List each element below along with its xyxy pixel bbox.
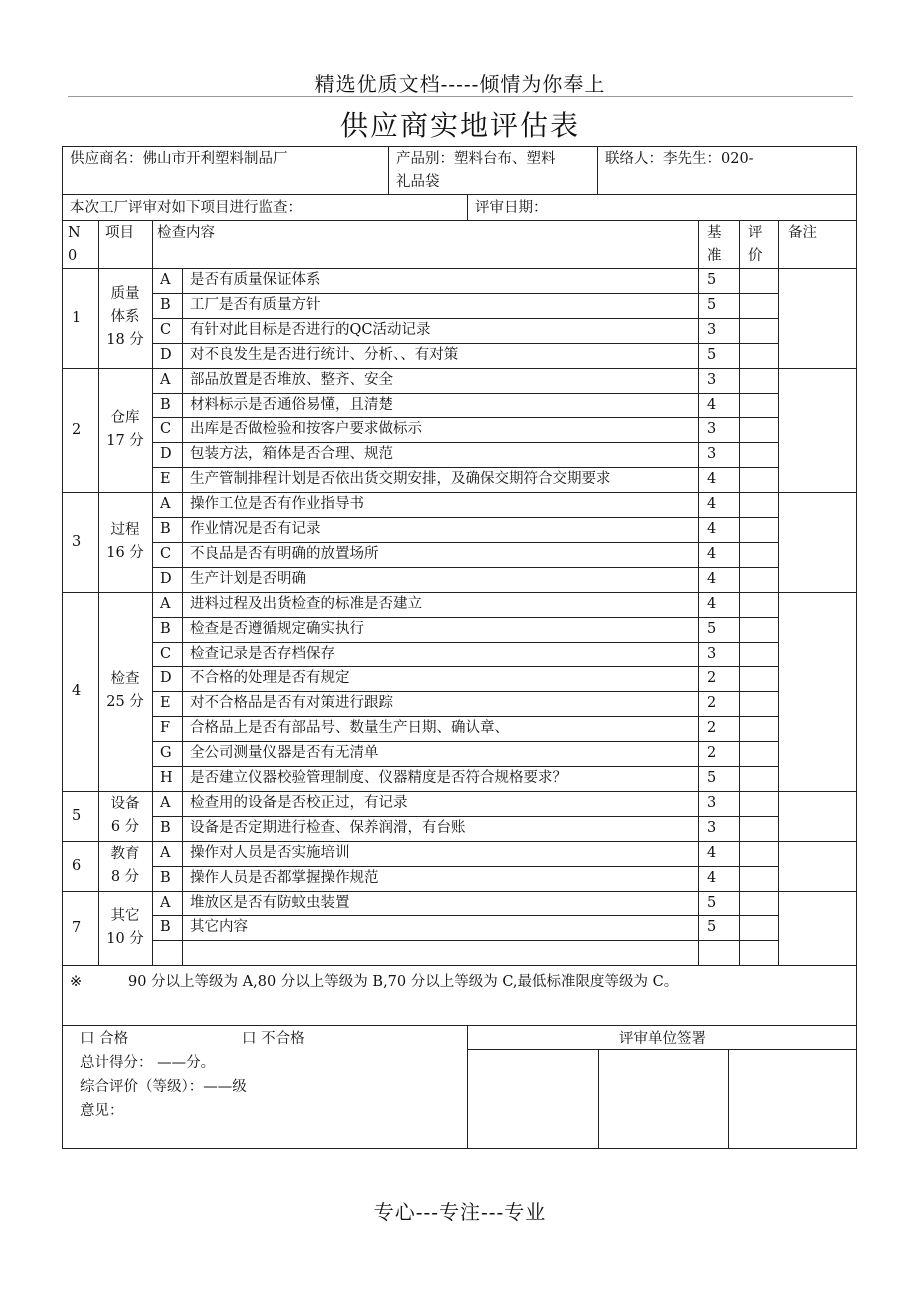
total-score: 总计得分： ——分。: [80, 1055, 216, 1071]
section-divider: [62, 965, 857, 966]
check-item: 工厂是否有质量方针: [190, 296, 321, 313]
check-item: 全公司测量仪器是否有无清单: [190, 745, 379, 762]
item-code: F: [160, 720, 171, 737]
standard-score: 3: [707, 421, 717, 438]
section-name: 检查: [110, 671, 140, 688]
fail-checkbox-label[interactable]: 口 不合格: [242, 1031, 305, 1047]
section-name: 17 分: [106, 432, 144, 449]
item-code: E: [160, 695, 171, 712]
check-item: 堆放区是否有防蚊虫装置: [190, 894, 350, 911]
vline-no: [98, 220, 99, 965]
col-no-line1: N: [68, 225, 81, 241]
section-name: 质量: [110, 286, 140, 303]
row-divider: [152, 343, 778, 344]
item-code: C: [160, 421, 172, 438]
check-item: 检查用的设备是否校正过，有记录: [190, 794, 408, 811]
item-code: D: [160, 570, 172, 587]
section-name: 设备: [110, 795, 140, 812]
check-item: 其它内容: [190, 919, 248, 936]
evaluation-cell[interactable]: [748, 396, 776, 414]
section-name: 其它: [110, 907, 140, 924]
vline-remark: [778, 220, 779, 965]
check-item: 不良品是否有明确的放置场所: [190, 545, 379, 562]
result-top: [62, 1025, 857, 1026]
header-divider: [68, 96, 853, 97]
row-divider: [152, 293, 778, 294]
audit-date-label: 评审日期：: [475, 200, 548, 216]
evaluation-cell[interactable]: [748, 470, 776, 488]
row-divider: [152, 766, 778, 767]
vline-code: [182, 268, 183, 965]
section-name: 8 分: [110, 868, 140, 885]
col-std-line2: 准: [707, 248, 722, 264]
item-code: A: [160, 272, 171, 288]
pass-checkbox-label[interactable]: 口 合格: [80, 1031, 129, 1047]
item-code: A: [160, 894, 171, 911]
check-item: 进料过程及出货检查的标准是否建立: [190, 595, 422, 612]
col-eval-line2: 价: [748, 248, 763, 264]
section-number: 2: [72, 421, 82, 438]
standard-score: 4: [707, 869, 717, 886]
evaluation-cell[interactable]: [748, 271, 776, 289]
standard-score: 2: [707, 720, 717, 737]
section-name: 10 分: [106, 930, 144, 947]
check-item: 检查记录是否存档保存: [190, 645, 335, 662]
check-item: 是否建立仪器校验管理制度、仪器精度是否符合规格要求？: [190, 770, 567, 786]
info-vline-1: [388, 146, 389, 194]
check-item: 包装方法，箱体是否合理、规范: [190, 446, 393, 463]
row-divider: [152, 467, 778, 468]
section-name: 18 分: [106, 332, 144, 349]
standard-score: 4: [707, 471, 717, 488]
check-item: 对不合格品是否有对策进行跟踪: [190, 695, 393, 712]
standard-score: 4: [707, 844, 717, 861]
check-item: 操作工位是否有作业指导书: [190, 496, 364, 513]
item-code: G: [160, 745, 172, 762]
check-item: 部品放置是否堆放、整齐、安全: [190, 371, 393, 388]
section-number: 1: [72, 309, 82, 326]
standard-score: 5: [707, 770, 717, 786]
standard-score: 4: [707, 521, 717, 537]
info-divider: [62, 194, 857, 195]
standard-score: 5: [707, 620, 717, 637]
standard-score: 3: [707, 321, 717, 338]
item-code: B: [160, 521, 171, 537]
evaluation-cell[interactable]: [748, 794, 776, 812]
evaluation-cell[interactable]: [748, 943, 776, 961]
evaluation-cell[interactable]: [748, 645, 776, 663]
check-item: 设备是否定期进行检查、保养润滑，有台账: [190, 819, 466, 836]
item-code: B: [160, 869, 171, 886]
standard-score: 3: [707, 794, 717, 811]
row-divider: [152, 866, 778, 867]
vline-item: [152, 220, 153, 965]
check-item: 检查是否遵循规定确实执行: [190, 620, 364, 637]
col-content: 检查内容: [157, 225, 215, 241]
check-item: 是否有质量保证体系: [190, 272, 321, 288]
standard-score: 4: [707, 595, 717, 612]
col-remark: 备注: [788, 225, 817, 241]
col-std-line1: 基: [707, 225, 722, 241]
standard-score: 4: [707, 396, 717, 413]
section-name: 16 分: [106, 544, 144, 561]
row-divider: [152, 617, 778, 618]
evaluation-cell[interactable]: [748, 495, 776, 513]
evaluation-cell[interactable]: [748, 819, 776, 837]
row-divider: [152, 393, 778, 394]
evaluation-cell[interactable]: [748, 744, 776, 762]
standard-score: 3: [707, 819, 717, 836]
standard-score: 2: [707, 670, 717, 687]
section-number: 7: [72, 919, 82, 936]
standard-score: 3: [707, 371, 717, 388]
standard-score: 5: [707, 346, 717, 363]
item-code: B: [160, 296, 171, 313]
row-divider: [152, 691, 778, 692]
grading-note: 90 分以上等级为 A,80 分以上等级为 B,70 分以上等级为 C,最低标准限度等级为 C。: [128, 974, 679, 990]
row-divider: [152, 542, 778, 543]
evaluation-cell[interactable]: [748, 719, 776, 737]
section-name: 教育: [110, 845, 140, 862]
footer-slogan: 专心---专注---专业: [373, 1200, 547, 1224]
evaluation-cell[interactable]: [748, 844, 776, 862]
check-item: 不合格的处理是否有规定: [190, 670, 350, 687]
check-item: 操作人员是否都掌握操作规范: [190, 869, 379, 886]
check-item: 有针对此目标是否进行的QC活动记录: [190, 321, 431, 338]
item-code: E: [160, 471, 171, 488]
standard-score: 2: [707, 695, 717, 712]
item-code: B: [160, 620, 171, 637]
col-eval-line1: 评: [748, 225, 763, 241]
section-number: 6: [72, 857, 82, 874]
item-code: A: [160, 595, 171, 612]
row-divider: [152, 417, 778, 418]
evaluation-cell[interactable]: [748, 321, 776, 339]
product-category-line2: 礼品袋: [396, 174, 440, 190]
standard-score: 3: [707, 446, 717, 463]
col-item: 项目: [105, 225, 134, 241]
header-banner: 精选优质文档-----倾情为你奉上: [314, 72, 606, 96]
evaluation-cell[interactable]: [748, 570, 776, 588]
info-vline-3: [467, 194, 468, 220]
audit-items-label: 本次工厂评审对如下项目进行监查：: [70, 200, 302, 216]
evaluation-cell[interactable]: [748, 669, 776, 687]
vline-std: [698, 220, 699, 965]
check-item: 操作对人员是否实施培训: [190, 844, 350, 861]
item-code: D: [160, 346, 172, 363]
note-mark: ※: [70, 974, 83, 990]
item-code: H: [160, 770, 173, 786]
supplier-name: 供应商名：佛山市开利塑料制品厂: [70, 151, 288, 167]
evaluation-cell[interactable]: [748, 445, 776, 463]
item-code: A: [160, 844, 171, 861]
evaluation-cell[interactable]: [748, 769, 776, 787]
evaluation-cell[interactable]: [748, 346, 776, 364]
page-title: 供应商实地评估表: [339, 109, 580, 142]
check-item: 生产管制排程计划是否依出货交期安排，及确保交期符合交期要求: [190, 471, 611, 488]
check-item: 出库是否做检验和按客户要求做标示: [190, 421, 422, 438]
section-name: 过程: [110, 521, 140, 538]
evaluation-cell[interactable]: [748, 694, 776, 712]
row-divider: [152, 642, 778, 643]
evaluation-cell[interactable]: [748, 595, 776, 613]
item-code: A: [160, 794, 171, 811]
row-divider: [152, 915, 778, 916]
evaluation-cell[interactable]: [748, 520, 776, 538]
item-code: A: [160, 371, 171, 388]
contact-person: 联络人：李先生：020-: [605, 151, 754, 167]
row-divider: [152, 666, 778, 667]
section-number: 4: [72, 683, 82, 700]
product-category-line1: 产品别：塑料台布、塑料: [396, 151, 556, 167]
row-divider: [152, 816, 778, 817]
opinion-label: 意见：: [80, 1103, 124, 1119]
standard-score: 5: [707, 894, 717, 911]
section-name: 25 分: [106, 694, 144, 711]
evaluation-cell[interactable]: [748, 296, 776, 314]
standard-score: 2: [707, 745, 717, 762]
signature-vline-2: [728, 1049, 729, 1149]
evaluation-cell[interactable]: [748, 420, 776, 438]
section-name: 6 分: [110, 818, 140, 835]
item-code: B: [160, 819, 171, 836]
check-item: 作业情况是否有记录: [190, 521, 321, 537]
section-number: 3: [72, 533, 82, 550]
row-divider: [152, 716, 778, 717]
standard-score: 5: [707, 919, 717, 936]
standard-score: 4: [707, 545, 717, 562]
item-code: D: [160, 670, 172, 687]
evaluation-cell[interactable]: [748, 545, 776, 563]
info-vline-2: [597, 146, 598, 194]
evaluation-cell[interactable]: [748, 371, 776, 389]
standard-score: 5: [707, 296, 717, 313]
standard-score: 5: [707, 272, 717, 288]
item-code: C: [160, 645, 172, 662]
standard-score: 4: [707, 496, 717, 513]
item-code: A: [160, 496, 171, 513]
standard-score: 4: [707, 570, 717, 587]
row-divider: [152, 517, 778, 518]
col-no-line2: 0: [68, 248, 78, 264]
evaluation-cell[interactable]: [748, 869, 776, 887]
section-name: 仓库: [110, 409, 140, 426]
row-divider: [152, 567, 778, 568]
standard-score: 3: [707, 645, 717, 662]
overall-grade: 综合评价（等级）：——级: [80, 1079, 247, 1095]
item-code: B: [160, 396, 171, 413]
signature-vline-1: [598, 1049, 599, 1149]
section-number: 5: [72, 807, 82, 824]
signature-header: 评审单位签署: [619, 1031, 706, 1047]
item-code: D: [160, 446, 172, 463]
row-divider: [152, 318, 778, 319]
row-divider: [152, 442, 778, 443]
check-item: 生产计划是否明确: [190, 570, 306, 587]
evaluation-cell[interactable]: [748, 894, 776, 912]
check-item: 材料标示是否通俗易懂，且清楚: [190, 396, 393, 413]
evaluation-cell[interactable]: [748, 918, 776, 936]
check-item: 合格品上是否有部品号、数量生产日期、确认章、: [190, 720, 509, 737]
check-item: 对不良发生是否进行统计、分析、、有对策: [190, 346, 459, 363]
item-code: C: [160, 321, 172, 338]
section-name: 体系: [110, 309, 140, 326]
vline-eval: [739, 220, 740, 965]
header-row-top: [62, 220, 857, 221]
item-code: C: [160, 545, 172, 562]
evaluation-sheet: [62, 146, 857, 1149]
row-divider: [152, 741, 778, 742]
evaluation-cell[interactable]: [748, 620, 776, 638]
row-divider: [152, 940, 778, 941]
signature-header-line: [467, 1049, 857, 1050]
item-code: B: [160, 919, 171, 936]
